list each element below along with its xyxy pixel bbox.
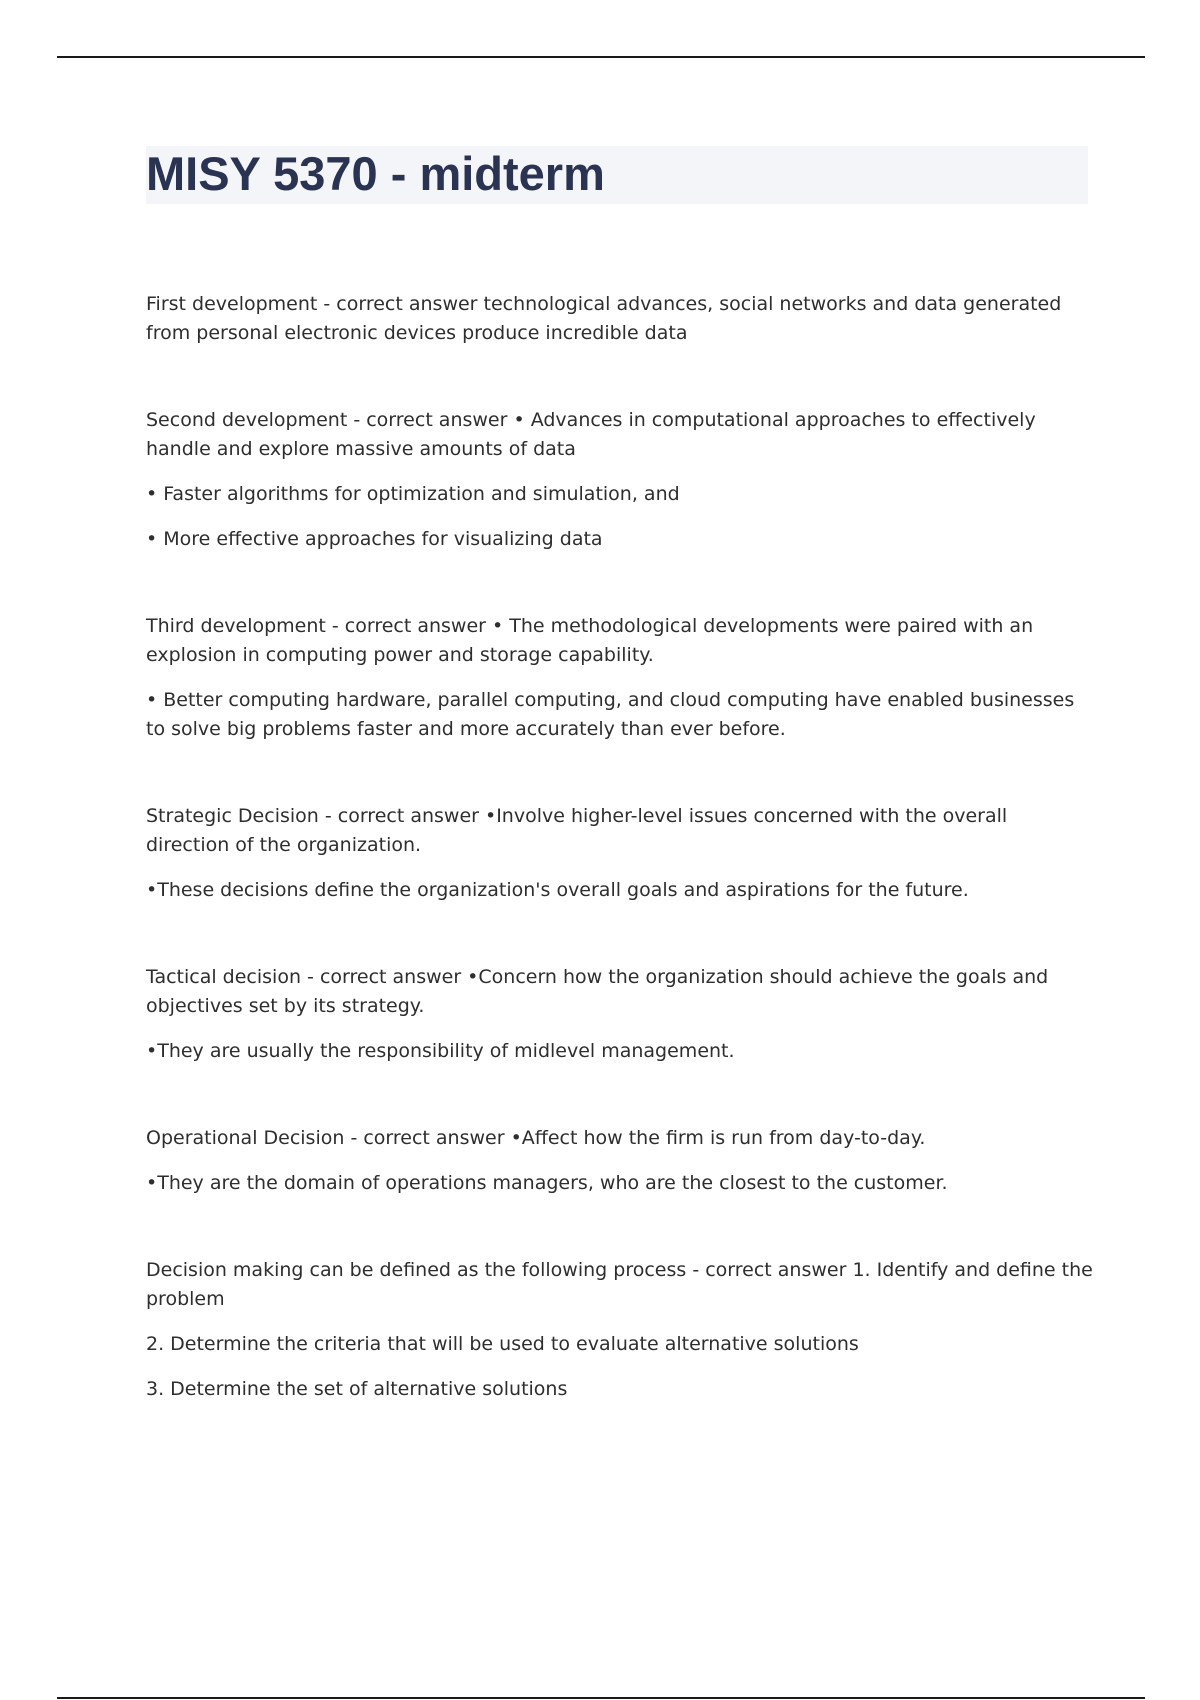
card-step: 2. Determine the criteria that will be used to evaluate alternative solutions bbox=[146, 1333, 859, 1355]
flashcard-tactical-decision bbox=[146, 963, 1096, 1066]
document-title: MISY 5370 - midterm bbox=[146, 147, 605, 200]
card-bullet: • Better computing hardware, parallel computing, and cloud computing have enabled businesses to solve big problems faster and more accurately than ever before. bbox=[146, 689, 1075, 740]
card-paragraph: Strategic Decision - correct answer •Involve higher-level issues concerned with the overall direction of the organization. bbox=[146, 805, 1008, 856]
card-bullet: • Faster algorithms for optimization and simulation, and bbox=[146, 483, 680, 505]
card-paragraph: Second development - correct answer • Advances in computational approaches to effectively handle and explore massive amounts of data bbox=[146, 409, 1036, 460]
flashcard-second-development bbox=[146, 406, 1096, 554]
top-rule bbox=[57, 56, 1145, 58]
card-bullet: •They are usually the responsibility of midlevel management. bbox=[146, 1040, 735, 1062]
card-bullet: •They are the domain of operations managers, who are the closest to the customer. bbox=[146, 1172, 948, 1194]
flashcard-first-development bbox=[146, 290, 1096, 348]
flashcard-third-development bbox=[146, 612, 1096, 744]
flashcard-decision-making-process bbox=[146, 1256, 1096, 1404]
flashcard-operational-decision bbox=[146, 1124, 1096, 1198]
bottom-rule bbox=[57, 1697, 1145, 1699]
card-bullet: • More effective approaches for visualizing data bbox=[146, 528, 603, 550]
card-paragraph: Decision making can be defined as the following process - correct answer 1. Identify and define the problem bbox=[146, 1259, 1093, 1310]
card-bullet: •These decisions define the organization's overall goals and aspirations for the future. bbox=[146, 879, 969, 901]
card-paragraph: Tactical decision - correct answer •Concern how the organization should achieve the goals and objectives set by its strategy. bbox=[146, 966, 1049, 1017]
card-step: 3. Determine the set of alternative solutions bbox=[146, 1378, 568, 1400]
card-paragraph: First development - correct answer technological advances, social networks and data generated from personal electronic devices produce incredible data bbox=[146, 293, 1062, 344]
card-paragraph: Operational Decision - correct answer •Affect how the firm is run from day-to-day. bbox=[146, 1127, 926, 1149]
flashcard-strategic-decision bbox=[146, 802, 1096, 905]
document-body bbox=[146, 290, 1096, 1462]
card-paragraph: Third development - correct answer • The methodological developments were paired with an explosion in computing power and storage capability. bbox=[146, 615, 1034, 666]
